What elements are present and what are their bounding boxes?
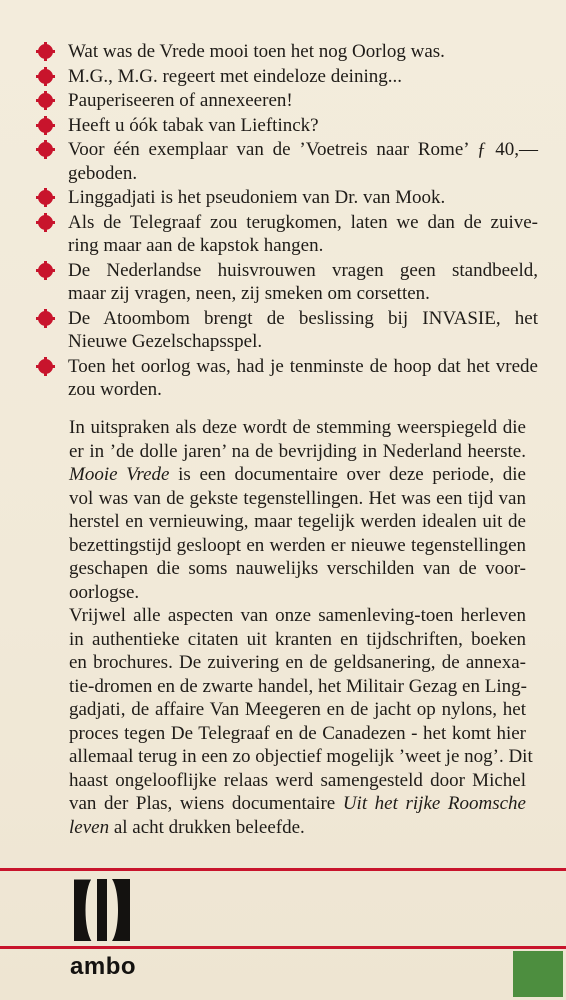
quote-line: De Nederlandse huisvrouwen vragen geen standbeeld, — [68, 259, 538, 281]
quote-line: Heeft u óók tabak van Lieftinck? — [68, 114, 319, 136]
red-bullet-icon — [38, 93, 53, 108]
blurb — [69, 416, 533, 839]
quote-list — [38, 40, 538, 403]
text-line: tie-dromen en de zwarte handel, het Militair Gezag en Ling- — [69, 675, 527, 697]
red-bullet-icon — [38, 142, 53, 157]
text-line — [69, 816, 526, 840]
text-line: er in ’de dolle jaren’ na de bevrijding in Nederland heerste. — [69, 440, 526, 462]
price-sticker — [513, 951, 563, 997]
red-bullet-icon — [38, 190, 53, 205]
quote-item — [38, 186, 538, 210]
quote-item — [38, 211, 538, 258]
text-line: in authentieke citaten uit kranten en tijdschriften, boeken — [69, 628, 526, 650]
red-bullet-icon — [38, 311, 53, 326]
text-fragment: is een documentaire over deze periode, die — [169, 464, 526, 485]
red-bullet-icon — [38, 215, 53, 230]
quote-item — [38, 40, 538, 64]
quote-line: Pauperiseeren of annexeeren! — [68, 90, 293, 111]
quote-line: De Atoombom brengt de beslissing bij INVASIE, het — [68, 307, 538, 329]
quote-line: M.G., M.G. regeert met eindeloze deining... — [68, 65, 402, 87]
red-bullet-icon — [38, 118, 53, 133]
text-line: en brochures. De zuivering en de geldsanering, de annexa- — [69, 652, 526, 673]
red-bullet-icon — [38, 263, 53, 278]
text-line — [69, 463, 526, 487]
quote-item — [38, 355, 538, 402]
red-rule-bottom — [0, 946, 566, 949]
quote-line-continued: maar zij vragen, neen, zij smeken om corsetten. — [68, 283, 430, 304]
text-line: Vrijwel alle aspecten van onze samenleving-toen herleven — [69, 605, 526, 626]
text-fragment: al acht drukken beleefde. — [109, 816, 305, 838]
quote-line-continued: zou worden. — [68, 379, 162, 400]
quote-line: Als de Telegraaf zou terugkomen, laten we dan de zuive- — [68, 211, 538, 233]
blurb-paragraph-2 — [69, 604, 533, 839]
quote-line-continued: geboden. — [68, 162, 138, 184]
quote-item — [38, 307, 538, 354]
book-title: leven — [69, 816, 110, 838]
text-line — [69, 792, 526, 816]
quote-item — [38, 89, 538, 113]
text-line: In uitspraken als deze wordt de stemming weerspiegeld die — [69, 417, 526, 438]
ambo-logo-icon — [72, 877, 132, 943]
text-line: vol was van de gekste tegenstellingen. Het was een tijd van — [69, 487, 526, 509]
text-line: geschapen die soms nauwelijks verschilden van de voor- — [69, 558, 526, 579]
quote-line: Linggadjati is het pseudoniem van Dr. van Mook. — [68, 187, 446, 208]
publisher-name: ambo — [70, 953, 137, 980]
text-line: herstel en vernieuwing, maar tegelijk werden idealen uit de — [69, 511, 526, 532]
quote-item — [38, 138, 538, 185]
quote-line-continued: Nieuwe Gezelschapsspel. — [68, 331, 263, 352]
quote-item — [38, 259, 538, 306]
text-line: gadjati, de affaire Van Meegeren en de jacht op nylons, het — [69, 699, 526, 720]
book-title: Mooie Vrede — [69, 464, 170, 485]
red-bullet-icon — [38, 44, 53, 59]
quote-item — [38, 65, 538, 89]
book-title: Uit het rijke Roomsche — [342, 793, 526, 814]
text-line: allemaal terug in een zo objectief mogelijk ’weet je nog’. Dit — [69, 746, 533, 767]
quote-line: Voor één exemplaar van de ’Voetreis naar Rome’ ƒ 40,— — [68, 139, 538, 160]
text-line: haast ongelooflijke relaas werd samengesteld door Michel — [69, 769, 526, 791]
text-line: oorlogse. — [69, 581, 140, 603]
quote-item — [38, 114, 538, 138]
text-line: proces tegen De Telegraaf en de Canadezen - het komt hier — [69, 722, 526, 744]
red-rule-top — [0, 868, 566, 871]
blurb-paragraph-1 — [69, 416, 526, 604]
red-bullet-icon — [38, 69, 53, 84]
text-line: bezettingstijd gesloopt en werden er nieuwe tegenstellingen — [69, 534, 526, 556]
red-bullet-icon — [38, 359, 53, 374]
quote-line: Wat was de Vrede mooi toen het nog Oorlog was. — [68, 41, 445, 62]
text-fragment: van der Plas, wiens documentaire — [69, 793, 343, 814]
quote-line: Toen het oorlog was, had je tenminste de hoop dat het vrede — [68, 355, 538, 377]
quote-line-continued: ring maar aan de kapstok hangen. — [68, 235, 324, 256]
